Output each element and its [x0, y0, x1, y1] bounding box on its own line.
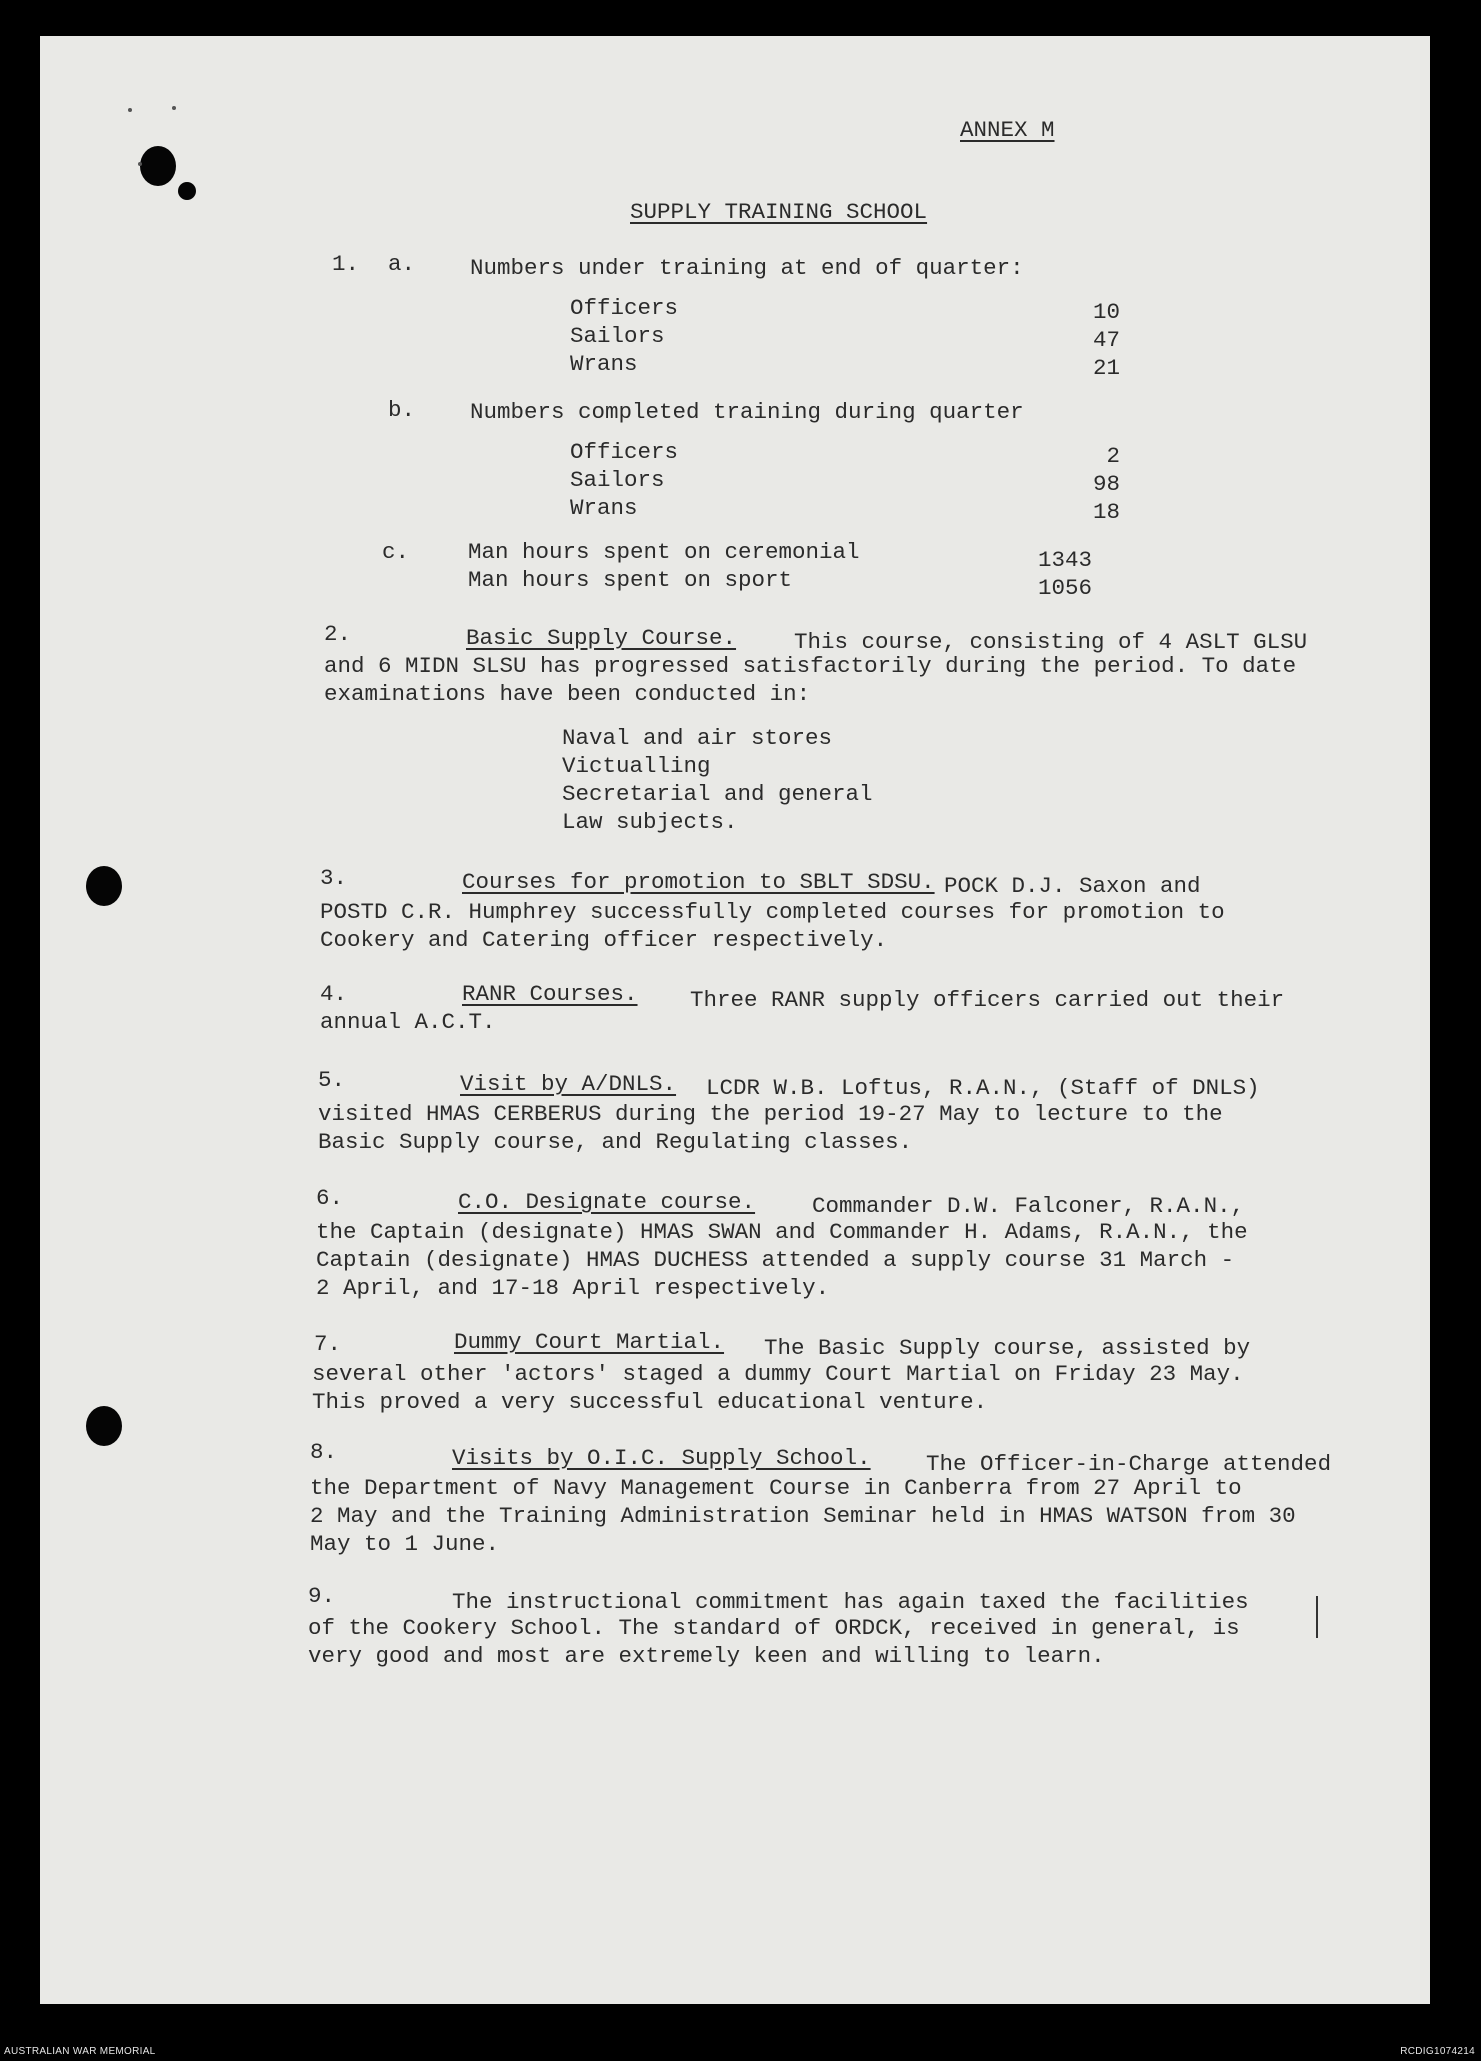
- row-label: Officers: [570, 295, 679, 321]
- paragraph-line: The instructional commitment has again taxed the facilities: [452, 1589, 1249, 1615]
- paragraph-line: POCK D.J. Saxon and: [944, 873, 1201, 899]
- row-label: Wrans: [570, 495, 638, 521]
- item-number: 6.: [316, 1185, 344, 1211]
- row-value: 1343: [1037, 547, 1092, 573]
- paragraph-line: annual A.C.T.: [320, 1009, 496, 1035]
- row-value: 2: [1106, 443, 1120, 469]
- item-number: 2.: [324, 621, 352, 647]
- page-title: SUPPLY TRAINING SCHOOL: [630, 199, 928, 225]
- row-label: Wrans: [570, 351, 638, 377]
- row-value: 21: [1092, 355, 1120, 381]
- item1-b-heading: Numbers completed training during quarter: [470, 399, 1024, 425]
- list-item: Secretarial and general: [562, 781, 873, 807]
- margin-mark: [1316, 1596, 1318, 1638]
- item4-heading: RANR Courses.: [462, 981, 638, 1007]
- item-number: 1.: [332, 251, 360, 277]
- row-value: 1056: [1037, 575, 1092, 601]
- row-label: Sailors: [570, 323, 665, 349]
- paragraph-line: the Captain (designate) HMAS SWAN and Commander H. Adams, R.A.N., the: [316, 1219, 1248, 1245]
- speck: [138, 162, 142, 166]
- item-number: 5.: [318, 1067, 346, 1093]
- footer-right: RCDIG1074214: [1400, 2046, 1475, 2057]
- sub-label: a.: [388, 251, 416, 277]
- speck: [128, 108, 132, 112]
- item-number: 4.: [320, 981, 348, 1007]
- paragraph-line: 2 April, and 17-18 April respectively.: [316, 1275, 830, 1301]
- row-label: Sailors: [570, 467, 665, 493]
- annex-label: ANNEX M: [960, 117, 1055, 143]
- speck: [172, 106, 176, 110]
- row-value: 10: [1092, 299, 1120, 325]
- item-number: 9.: [308, 1583, 336, 1609]
- row-value: 18: [1092, 499, 1120, 525]
- punch-hole-top: [140, 146, 176, 186]
- paragraph-line: of the Cookery School. The standard of ORDCK, received in general, is: [308, 1615, 1240, 1641]
- item8-heading: Visits by O.I.C. Supply School.: [452, 1445, 871, 1471]
- paragraph-line: visited HMAS CERBERUS during the period 19-27 May to lecture to the: [318, 1101, 1223, 1127]
- paragraph-line: Captain (designate) HMAS DUCHESS attended a supply course 31 March -: [316, 1247, 1235, 1273]
- item-number: 3.: [320, 865, 348, 891]
- item-number: 8.: [310, 1439, 338, 1465]
- paragraph-line: 2 May and the Training Administration Seminar held in HMAS WATSON from 30: [310, 1503, 1296, 1529]
- paragraph-line: Three RANR supply officers carried out their: [690, 987, 1285, 1013]
- item1-a-heading: Numbers under training at end of quarter:: [470, 255, 1024, 281]
- punch-hole-torn: [178, 182, 196, 200]
- row-value: 98: [1092, 471, 1120, 497]
- paragraph-line: Basic Supply course, and Regulating classes.: [318, 1129, 913, 1155]
- paragraph-line: examinations have been conducted in:: [324, 681, 811, 707]
- punch-hole-middle: [86, 866, 122, 906]
- list-item: Victualling: [562, 753, 711, 779]
- row-label: Man hours spent on sport: [468, 567, 793, 593]
- paragraph-line: POSTD C.R. Humphrey successfully completed courses for promotion to: [320, 899, 1225, 925]
- punch-hole-bottom: [86, 1406, 122, 1446]
- paragraph-line: The Officer-in-Charge attended: [926, 1451, 1332, 1477]
- row-value: 47: [1092, 327, 1120, 353]
- paragraph-line: several other 'actors' staged a dummy Court Martial on Friday 23 May.: [312, 1361, 1244, 1387]
- item-number: 7.: [314, 1331, 342, 1357]
- paragraph-line: May to 1 June.: [310, 1531, 500, 1557]
- paragraph-line: and 6 MIDN SLSU has progressed satisfactorily during the period. To date: [324, 653, 1297, 679]
- item3-heading: Courses for promotion to SBLT SDSU.: [462, 869, 935, 895]
- paragraph-line: the Department of Navy Management Course in Canberra from 27 April to: [310, 1475, 1242, 1501]
- paragraph-line: very good and most are extremely keen and willing to learn.: [308, 1643, 1105, 1669]
- sub-label: b.: [388, 397, 416, 423]
- footer-left: AUSTRALIAN WAR MEMORIAL: [4, 2046, 156, 2057]
- row-label: Officers: [570, 439, 679, 465]
- item5-heading: Visit by A/DNLS.: [460, 1071, 677, 1097]
- item6-heading: C.O. Designate course.: [458, 1189, 756, 1215]
- paragraph-line: LCDR W.B. Loftus, R.A.N., (Staff of DNLS): [706, 1075, 1260, 1101]
- paragraph-line: This proved a very successful educational venture.: [312, 1389, 988, 1415]
- item2-heading: Basic Supply Course.: [466, 625, 737, 651]
- paragraph-line: The Basic Supply course, assisted by: [764, 1335, 1251, 1361]
- item7-heading: Dummy Court Martial.: [454, 1329, 725, 1355]
- row-label: Man hours spent on ceremonial: [468, 539, 860, 565]
- list-item: Naval and air stores: [562, 725, 833, 751]
- document-page: [40, 36, 1430, 2004]
- sub-label: c.: [382, 539, 410, 565]
- list-item: Law subjects.: [562, 809, 738, 835]
- paragraph-line: Cookery and Catering officer respectively.: [320, 927, 888, 953]
- paragraph-line: This course, consisting of 4 ASLT GLSU: [794, 629, 1308, 655]
- paragraph-line: Commander D.W. Falconer, R.A.N.,: [812, 1193, 1245, 1219]
